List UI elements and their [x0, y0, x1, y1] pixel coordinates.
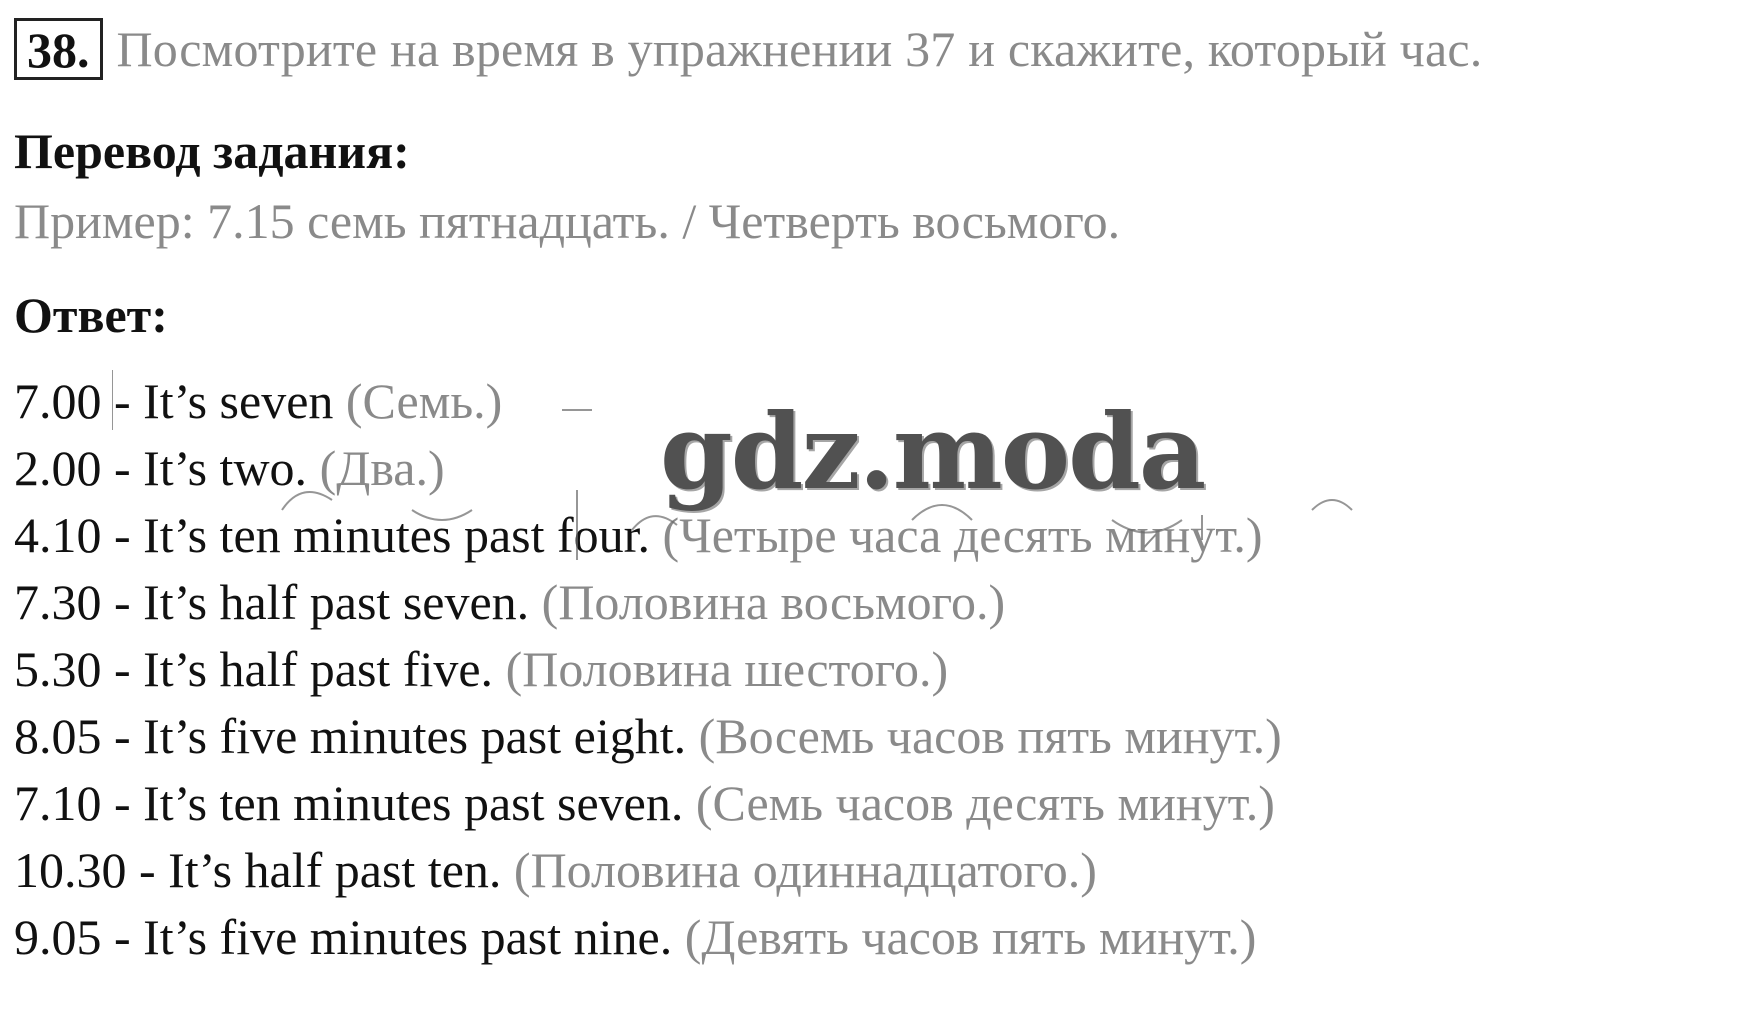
- task-number: 38.: [14, 18, 103, 80]
- answer-separator: -: [101, 708, 144, 764]
- answer-separator: -: [101, 373, 144, 429]
- answer-separator: -: [101, 775, 144, 831]
- answer-separator: -: [101, 507, 144, 563]
- answer-english: It’s half past seven.: [143, 574, 530, 630]
- answer-row: [14, 837, 1282, 904]
- answer-row: [14, 636, 1282, 703]
- answer-time: 9.05: [14, 909, 102, 965]
- answer-english: It’s ten minutes past four.: [143, 507, 651, 563]
- answer-russian: (Девять часов пять минут.): [672, 909, 1257, 965]
- answer-row: [14, 904, 1282, 971]
- answer-time: 7.00: [14, 373, 102, 429]
- answer-russian: (Половина шестого.): [493, 641, 949, 697]
- answer-russian: (Семь часов десять минут.): [683, 775, 1275, 831]
- answer-english: It’s half past ten.: [168, 842, 502, 898]
- answer-time: 8.05: [14, 708, 102, 764]
- answer-english: It’s two.: [143, 440, 308, 496]
- answer-separator: -: [126, 842, 169, 898]
- answer-english: It’s half past five.: [143, 641, 494, 697]
- answer-row: [14, 770, 1282, 837]
- answer-english: It’s five minutes past eight.: [143, 708, 687, 764]
- answer-row: [14, 569, 1282, 636]
- answer-russian: (Семь.): [345, 373, 503, 429]
- answer-english: It’s ten minutes past seven.: [143, 775, 684, 831]
- answer-russian: (Два.): [307, 440, 445, 496]
- answer-russian: (Половина восьмого.): [529, 574, 1006, 630]
- answer-time: 7.30: [14, 574, 102, 630]
- watermark-logo: gdz.moda: [660, 390, 1205, 513]
- answer-time: 4.10: [14, 507, 102, 563]
- answer-russian: (Половина одиннадцатого.): [501, 842, 1097, 898]
- answer-time: 2.00: [14, 440, 102, 496]
- answer-time: 7.10: [14, 775, 102, 831]
- task-text: Посмотрите на время в упражнении 37 и скажите, который час.: [116, 21, 1483, 77]
- answer-russian: (Четыре часа десять минут.): [650, 507, 1263, 563]
- answer-separator: -: [101, 574, 144, 630]
- answer-time: 10.30: [14, 842, 127, 898]
- answer-separator: -: [101, 641, 144, 697]
- answer-english: It’s five minutes past nine.: [143, 909, 673, 965]
- answer-russian: (Восемь часов пять минут.): [686, 708, 1282, 764]
- answer-row: [14, 703, 1282, 770]
- translation-heading: Перевод задания:: [14, 123, 410, 179]
- answer-time: 5.30: [14, 641, 102, 697]
- answer-english: It’s seven: [143, 373, 346, 429]
- answer-separator: -: [101, 440, 144, 496]
- task-line: [14, 18, 1483, 80]
- answer-separator: -: [101, 909, 144, 965]
- answer-heading: Ответ:: [14, 287, 168, 343]
- translation-text: Пример: 7.15 семь пятнадцать. / Четверть восьмого.: [14, 193, 1121, 249]
